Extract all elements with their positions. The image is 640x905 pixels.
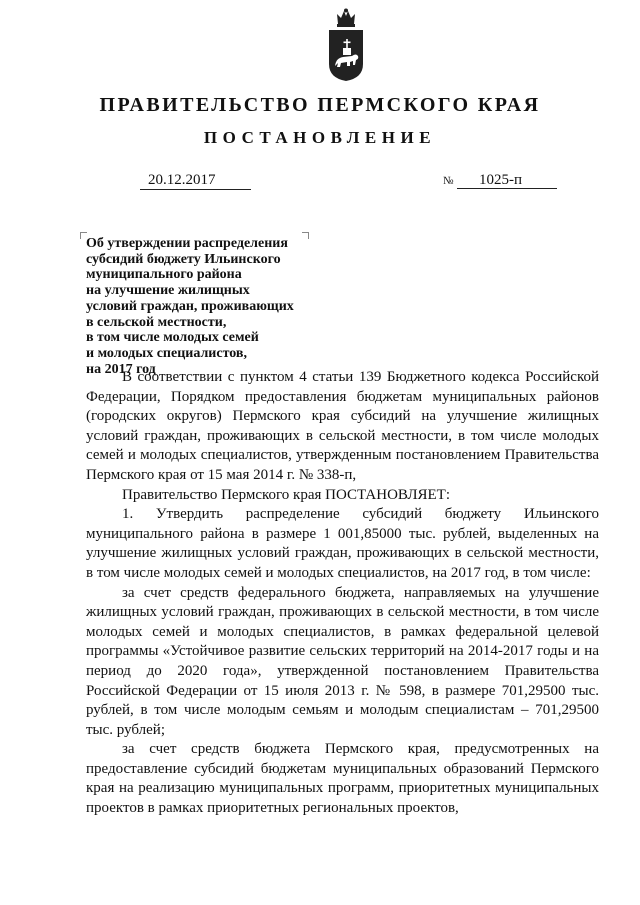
subject-line: муниципального района [86,267,242,283]
body-paragraph: за счет средств бюджета Пермского края, предусмотренных на предоставление субсидий бюджетам муниципальных образований Пермского края на реализацию муниципальных программ, приоритетных муниципальных проектов в рамках приоритетных региональных проектов, [86,741,599,817]
body-paragraph: 1. Утвердить распределение субсидий бюджету Ильинского муниципального района в размере 1 001,85000 тыс. рублей, выделенных на улучшение жилищных условий граждан, проживающих в сельской местности, в том числе молодых семей и молодых специалистов, на 2017 год, в том числе: [86,506,599,581]
organization-title: ПРАВИТЕЛЬСТВО ПЕРМСКОГО КРАЯ [99,94,541,116]
document-number: 1025-п [457,171,557,189]
subject-line: на 2017 год [86,361,156,377]
number-label: № [443,175,454,187]
subject-line: в том числе молодых семей [86,330,259,346]
subject-line: условий граждан, проживающих [86,298,294,314]
body-paragraph: за счет средств федерального бюджета, направляемых на улучшение жилищных условий граждан, проживающих в сельской местности, в том числе молодых семей и молодых специалистов, в рамках федеральной целевой программы «Устойчивое развитие сельских территорий на 2014-2017 годы и на период до 2020 года», утвержденной постановлением Правительства Российской Федерации от 15 июля 2013 г. № 598, в размере 701,29500 тыс. рублей, в том числе молодым семьям и молодым специалистам – 701,29500 тыс. рублей; [86,584,599,738]
document-date: 20.12.2017 [140,171,251,190]
subject-line: Об утверждении распределения [86,236,288,251]
subject-line: на улучшение жилищных [86,283,250,299]
document-type: ПОСТАНОВЛЕНИЕ [203,128,437,147]
perm-krai-coat-of-arms-icon [326,8,366,82]
body-paragraph: В соответствии с пунктом 4 статьи 139 Бюджетного кодекса Российской Федерации, Порядком предоставления бюджетам муниципальных районов (городских округов) Пермского края субсидий на улучшение жилищных условий граждан, проживающих в сельской местности, в том числе молодых семей и молодых специалистов, утвержденным постановлением Правительства Пермского края от 15 мая 2014 г. № 338-п, [86,369,599,483]
body-paragraph: Правительство Пермского края ПОСТАНОВЛЯЕТ: [122,486,451,503]
subject-line: субсидий бюджету Ильинского [86,251,281,267]
subject-line: и молодых специалистов, [86,345,247,361]
document-subject [86,236,326,377]
subject-line: в сельской местности, [86,314,227,330]
document-body [86,368,599,819]
